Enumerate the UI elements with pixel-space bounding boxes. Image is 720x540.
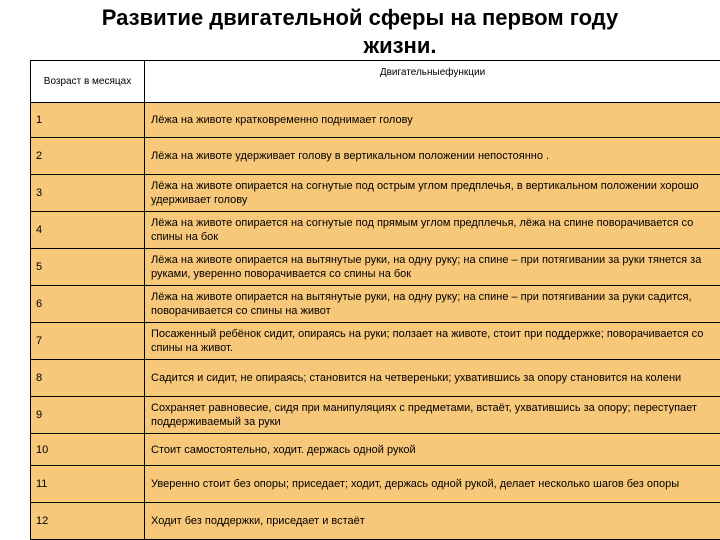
- function-cell: Лёжа на животе удерживает голову в вертикальном положении непостоянно .: [145, 138, 720, 175]
- table-header-row: [31, 61, 720, 103]
- age-cell: 11: [31, 466, 145, 503]
- age-cell: 3: [31, 175, 145, 212]
- table-row: [31, 503, 720, 540]
- motor-development-table: [30, 60, 720, 540]
- function-cell: Посаженный ребёнок сидит, опираясь на руки; ползает на животе, стоит при поддержке; поворачивается со спины на живот.: [145, 323, 720, 360]
- age-cell: 5: [31, 249, 145, 286]
- function-cell: Ходит без поддержки, приседает и встаёт: [145, 503, 720, 540]
- table-row: [31, 138, 720, 175]
- age-cell: 9: [31, 397, 145, 434]
- age-cell: 4: [31, 212, 145, 249]
- age-cell: 8: [31, 360, 145, 397]
- age-cell: 12: [31, 503, 145, 540]
- slide-title-line1: Развитие двигательной сферы на первом году: [101, 5, 619, 30]
- slide-title: [0, 4, 720, 60]
- table-row: [31, 103, 720, 138]
- header-functions: Двигательныефункции: [145, 61, 720, 103]
- table-row: [31, 286, 720, 323]
- age-cell: 1: [31, 103, 145, 138]
- table-row: [31, 360, 720, 397]
- table-row: [31, 249, 720, 286]
- table-row: [31, 323, 720, 360]
- table-row: [31, 175, 720, 212]
- table-row: [31, 434, 720, 466]
- age-cell: 6: [31, 286, 145, 323]
- function-cell: Лёжа на животе опирается на вытянутые руки, на одну руку; на спине – при потягивании за руки садится, поворачивается со спины на живот: [145, 286, 720, 323]
- function-cell: Садится и сидит, не опираясь; становится на четвереньки; ухватившись за опору становится на колени: [145, 360, 720, 397]
- function-cell: Лёжа на животе опирается на согнутые под прямым углом предплечья, лёжа на спине поворачивается со спины на бок: [145, 212, 720, 249]
- table-row: [31, 212, 720, 249]
- age-cell: 2: [31, 138, 145, 175]
- function-cell: Уверенно стоит без опоры; приседает; ходит, держась одной рукой, делает несколько шагов без опоры: [145, 466, 720, 503]
- function-cell: Лёжа на животе опирается на вытянутые руки, на одну руку; на спине – при потягивании за руки тянется за руками, уверенно поворачивается со спины на бок: [145, 249, 720, 286]
- function-cell: Лёжа на животе кратковременно поднимает голову: [145, 103, 720, 138]
- function-cell: Сохраняет равновесие, сидя при манипуляциях с предметами, встаёт, ухватившись за опору; переступает поддерживаемый за руки: [145, 397, 720, 434]
- table-row: [31, 466, 720, 503]
- function-cell: Лёжа на животе опирается на согнутые под острым углом предплечья, в вертикальном положении хорошо удерживает голову: [145, 175, 720, 212]
- function-cell: Стоит самостоятельно, ходит. держась одной рукой: [145, 434, 720, 466]
- header-age: Возраст в месяцах: [31, 61, 145, 103]
- age-cell: 7: [31, 323, 145, 360]
- slide-title-line2: жизни.: [363, 33, 437, 58]
- age-cell: 10: [31, 434, 145, 466]
- table-row: [31, 397, 720, 434]
